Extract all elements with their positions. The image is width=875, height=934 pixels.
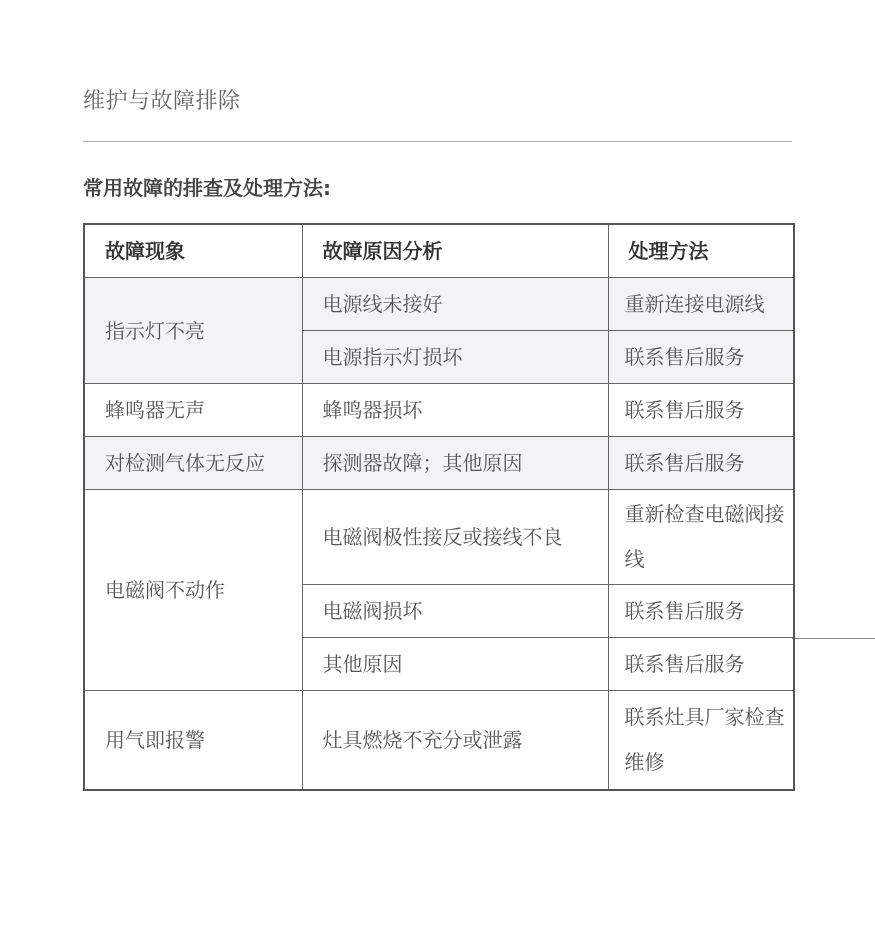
cause-cell: 探测器故障；其他原因: [302, 437, 608, 490]
section-heading: 常用故障的排查及处理方法:: [83, 176, 331, 200]
symptom-cell: 电磁阀不动作: [84, 490, 302, 691]
cause-cell: 蜂鸣器损坏: [302, 384, 608, 437]
cause-cell: 灶具燃烧不充分或泄露: [302, 691, 608, 791]
method-cell: 联系售后服务: [608, 638, 794, 691]
table-header-row: [84, 224, 794, 278]
table-row: [84, 278, 794, 331]
header-method: 处理方法: [608, 224, 794, 278]
method-cell: 联系灶具厂家检查维修: [608, 691, 794, 791]
cause-cell: 电磁阀极性接反或接线不良: [302, 490, 608, 585]
symptom-cell: 对检测气体无反应: [84, 437, 302, 490]
symptom-cell: 用气即报警: [84, 691, 302, 791]
header-cause: 故障原因分析: [302, 224, 608, 278]
cause-cell: 电源线未接好: [302, 278, 608, 331]
table-row: [84, 490, 794, 585]
decorative-rule: [792, 638, 875, 639]
troubleshooting-table: [83, 223, 795, 791]
cause-cell: 其他原因: [302, 638, 608, 691]
table-row: [84, 384, 794, 437]
cause-cell: 电磁阀损坏: [302, 585, 608, 638]
method-cell: 联系售后服务: [608, 384, 794, 437]
method-cell: 重新检查电磁阀接线: [608, 490, 794, 585]
method-cell: 联系售后服务: [608, 331, 794, 384]
table-row: [84, 437, 794, 490]
method-cell: 联系售后服务: [608, 585, 794, 638]
method-cell: 联系售后服务: [608, 437, 794, 490]
title-divider: [83, 141, 792, 142]
cause-cell: 电源指示灯损坏: [302, 331, 608, 384]
method-cell: 重新连接电源线: [608, 278, 794, 331]
table-row: [84, 691, 794, 791]
header-symptom: 故障现象: [84, 224, 302, 278]
page-title: 维护与故障排除: [83, 89, 241, 114]
symptom-cell: 指示灯不亮: [84, 278, 302, 384]
symptom-cell: 蜂鸣器无声: [84, 384, 302, 437]
